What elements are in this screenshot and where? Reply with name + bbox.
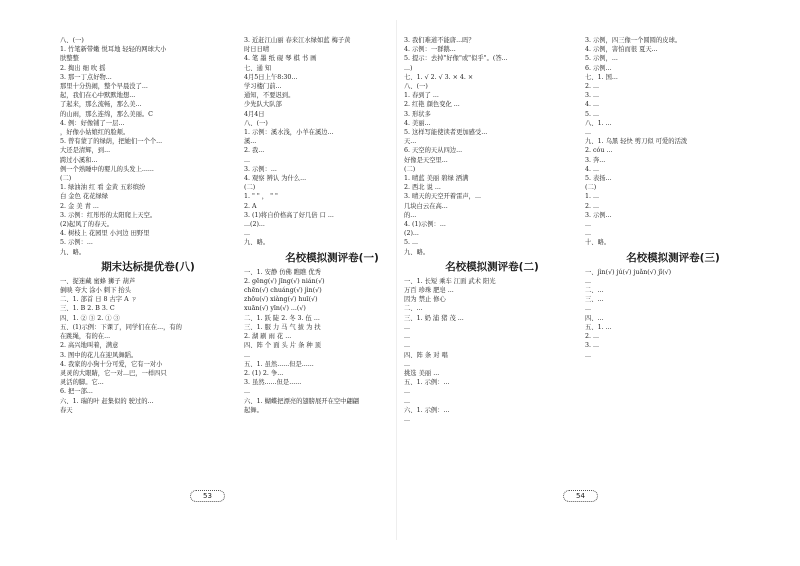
answer-line: 4. 美丽... <box>404 119 431 127</box>
answer-line: 4. (1)示例：... <box>404 221 446 229</box>
answer-line: 4. 示例：一群鹅... <box>404 46 456 54</box>
answer-line: 5. 提示：去掉"好像"或"似乎"。(答... <box>404 55 508 63</box>
answer-line: 1. ... <box>585 193 600 201</box>
answer-line: 5. 示例：... <box>60 239 93 247</box>
answer-line: 6. 把一部... <box>60 388 93 396</box>
answer-line: 八、1. ... <box>585 119 612 127</box>
answer-line: 一、1. 长短 乘车 江面 武术 阳光 <box>404 277 496 285</box>
answer-line: 6. 天空的天从四边... <box>404 147 463 155</box>
answer-line: 1. 晴蓝 美丽 碧绿 洒满 <box>404 175 469 183</box>
answer-line: ... <box>585 351 592 359</box>
answer-line: 九、1. 乌黑 轻快 剪刀似 可爱的活泼 <box>585 138 688 146</box>
answer-line: 3. (1)将自价格高了好几倍 口 ... <box>244 211 334 219</box>
answer-line: 一、jìn(√) jú(√) juǎn(√) jǐ(√) <box>585 268 672 276</box>
answer-line: 一、捉迷藏 蜜蜂 狮子 葫芦 <box>60 277 136 285</box>
answer-line: ... <box>404 360 411 368</box>
answer-line: 二、... <box>404 305 423 313</box>
answer-line: ...) <box>404 64 413 72</box>
answer-line: 四、阵 条 对 唱 <box>404 351 448 359</box>
answer-line: 五、1. 示例：... <box>404 379 450 387</box>
answer-block <box>60 36 236 257</box>
answer-line: 时日日晴 <box>244 46 270 54</box>
answer-line: 3. 晴天的天空开着雷声，... <box>404 193 481 201</box>
section-heading: 名校模拟测评卷(一) <box>285 251 379 264</box>
answer-line: ... <box>404 388 411 396</box>
answer-line: 2. 金 美 青 ... <box>60 202 99 210</box>
answer-line: 溪... <box>244 138 257 146</box>
answer-line: 三、1. 服 力 马 气 拔 为 扶 <box>244 323 321 331</box>
answer-line: 例一个熟睡中的婴儿的头发上...... <box>60 165 154 173</box>
answer-line: 3. 示例：... <box>244 165 277 173</box>
answer-line: 3. 示例... <box>585 211 612 219</box>
answer-line: 4月5日上午8:30... <box>244 73 298 81</box>
answer-line: 4月4日 <box>244 110 265 118</box>
answer-line: ... <box>585 230 592 238</box>
answer-line: 1. 示例：溪水浅，小羊在溪边... <box>244 129 334 137</box>
answer-line: 三、1. 奶 浦 猪 茂 ... <box>404 314 464 322</box>
section-heading: 名校模拟测评卷(三) <box>626 251 720 264</box>
answer-line: 白 金色 花花绿绿 <box>60 193 109 201</box>
answer-line: 2. ... <box>585 333 600 341</box>
answer-line: chēn(√) chuáng(√) jìn(√) <box>244 287 322 295</box>
answer-line: (二) <box>60 175 72 183</box>
answer-line: 3. ... <box>585 92 600 100</box>
answer-column-4 <box>585 36 761 360</box>
answer-block <box>585 36 761 248</box>
answer-line: (2)起风了的春天。 <box>60 221 113 229</box>
answer-line: ... <box>404 333 411 341</box>
answer-line: 5. 曾有蒙了的绿荫，把她们一个个... <box>60 138 163 146</box>
answer-line: 一、1. 安静 仿佛 瞧瞧 优秀 <box>244 268 321 276</box>
answer-line: 在跳绳，有的在... <box>60 333 111 341</box>
answer-line: 3. 我们难道不能唐...吗？ <box>404 37 475 44</box>
answer-line: 5. ... <box>585 110 600 118</box>
answer-line: 挑选 美丽 ... <box>404 369 440 377</box>
answer-line: 万百 珍珠 肥皂 ... <box>404 287 454 295</box>
answer-line: 因为 禁止 修心 <box>404 296 446 304</box>
answer-block <box>585 268 761 360</box>
answer-line: 5. 表扬... <box>585 175 612 183</box>
answer-line: 七、1. 国... <box>585 73 618 81</box>
answer-line: ... <box>404 397 411 405</box>
answer-line: 少先队大队部 <box>244 101 282 109</box>
answer-block <box>404 36 580 257</box>
answer-line: 1. 竹笔新带嫩 悦耳地 轻轻的网球大小 <box>60 46 167 54</box>
answer-line: ，好像小姑娘红的脸颊。 <box>60 129 130 137</box>
answer-line: 3. 近赶江山丽 春来江水绿如蓝 梅子黄 <box>244 37 351 44</box>
answer-line: 6. 示例... <box>585 64 612 72</box>
answer-line: 3. ... <box>585 342 600 350</box>
answer-line: 4. 观察 辨认 为什么... <box>244 175 307 183</box>
answer-line: 2. 西北 说 ... <box>404 184 441 192</box>
answer-line: 大还是清辉，到... <box>60 147 111 155</box>
answer-line: 九、略。 <box>244 239 270 247</box>
answer-line: 四、1. ② ③ 2. ① ③ <box>60 314 120 322</box>
answer-line: 十、略。 <box>585 239 611 247</box>
answer-line: 五、(1)示例：下课了，同学们在在...，有的 <box>60 323 182 331</box>
answer-line: 六、1. 瑞的叶 赶集似的 驶过的... <box>60 397 154 405</box>
answer-line: 起，我们在心中默默地想... <box>60 92 136 100</box>
answer-line: 1. " " ， " " <box>244 193 278 201</box>
answer-line: 七、1. √ 2. √ 3. × 4. × <box>404 73 474 81</box>
answer-line: 五、1. ... <box>585 323 612 331</box>
answer-line: 4. ... <box>585 101 600 109</box>
answer-line: 跨过小溪和... <box>60 156 98 164</box>
answer-column-1 <box>60 36 236 415</box>
section-heading: 名校模拟测评卷(二) <box>445 260 539 273</box>
section-heading: 期末达标提优卷(八) <box>101 260 195 273</box>
answer-line: 2. A <box>244 202 257 210</box>
answer-line: 1. 春到了 ... <box>404 92 439 100</box>
answer-line: 五、1. 虽然......但是...... <box>244 360 314 368</box>
answer-line: 2. 高兴地叫着，满意 <box>60 342 119 350</box>
page-number: 54 <box>563 490 598 502</box>
answer-line: 2. ... <box>585 202 600 210</box>
answer-block <box>244 268 420 415</box>
answer-line: 灵活的脚。它... <box>60 379 104 387</box>
answer-line: 5. 示例，... <box>585 55 618 63</box>
answer-line: zhōu(√) xiàng(√) huī(√) <box>244 296 318 304</box>
answer-line: ... <box>585 305 592 313</box>
answer-block <box>404 277 580 424</box>
answer-line: 4. ... <box>585 165 600 173</box>
answer-line: 4. 树枝上 花园里 小河边 田野里 <box>60 230 150 238</box>
answer-line: 通知，不要迟到。 <box>244 92 295 100</box>
answer-line: 六、1. 蝴蝶把漂亮的翅膀展开在空中翩翩 <box>244 397 360 405</box>
answer-line: 学习楼门前... <box>244 83 282 91</box>
answer-line: 3. 图中的花儿在迎风舞蹈。 <box>60 351 138 359</box>
answer-line: 2. cóu ... <box>585 147 613 155</box>
answer-line: 肤整整 <box>60 55 79 63</box>
answer-line: 九、略。 <box>60 248 86 256</box>
answer-line: 1. 绿油油 红 看 金黄 五彩缤纷 <box>60 184 146 192</box>
answer-line: ... <box>244 156 251 164</box>
answer-line: 3. 示例：红彤彤的太阳爬上天空。 <box>60 211 157 219</box>
answer-line: 那里十分热闹，整个早晨没了... <box>60 83 148 91</box>
answer-line: ... <box>404 323 411 331</box>
answer-line: 四、... <box>585 314 604 322</box>
answer-line: 春天 <box>60 406 73 414</box>
answer-line: 的山雨，那么连绵，那么美丽。C <box>60 110 153 118</box>
answer-line: ... <box>585 221 592 229</box>
answer-line: 3. 奔... <box>585 156 606 164</box>
answer-line: 几块白云在高... <box>404 202 448 210</box>
answer-line: ...(2)... <box>244 221 265 229</box>
answer-line: 四、阵 个 面 头 片 条 种 顶 <box>244 342 321 350</box>
answer-line: 六、1. 示例：... <box>404 406 450 414</box>
answer-line: 2. 掏出 细 吹 摇 <box>60 64 106 72</box>
answer-line: 3. 示例，四三像一个圆圆的皮球。 <box>585 37 682 44</box>
answer-line: (2)... <box>404 230 419 238</box>
answer-block <box>60 277 236 415</box>
answer-line: 二、... <box>585 287 604 295</box>
answer-line: 三、1. B 2. B 3. C <box>60 305 115 313</box>
answer-line: 八、(一) <box>60 37 84 44</box>
answer-line: 三、... <box>585 296 604 304</box>
answer-line: 二、1. 跃 陡 2. 冬 3. 伍 ... <box>244 314 320 322</box>
answer-line: 天... <box>404 138 417 146</box>
answer-line: 倒映 夸大 涂小 刺下 抬头 <box>60 287 131 295</box>
answer-line: (二) <box>404 165 416 173</box>
answer-line: 4. 示例，害怕而很 夏天... <box>585 46 658 54</box>
answer-block <box>244 36 420 248</box>
answer-line: xuān(√) yīn(√) ...(√) <box>244 305 306 313</box>
answer-line: ... <box>244 351 251 359</box>
answer-line: 灵灵的大眼睛，它一对...巴，一样四只 <box>60 369 167 377</box>
answer-line: 3. 形状多 <box>404 110 431 118</box>
answer-line: 2. (1) 2. 争... <box>244 369 284 377</box>
answer-line: 二、1. 部首 日 8 古字 A ㄗ <box>60 296 137 304</box>
answer-line: 2. 红艳 颜色变化 ... <box>404 101 460 109</box>
answer-line: 起舞。 <box>244 406 263 414</box>
page-number: 53 <box>190 490 225 502</box>
answer-line: (二) <box>585 184 597 192</box>
answer-line: 4. 例：好像铺了一层... <box>60 119 125 127</box>
answer-line: 4. 笔 墨 纸 砚 琴 棋 书 画 <box>244 55 317 63</box>
answer-line: 2. gēng(√) jīng(√) nián(√) <box>244 277 325 285</box>
answer-line: 九、略。 <box>404 248 430 256</box>
answer-line: 八、(一) <box>244 119 268 127</box>
answer-line: 3. 虽然......但是...... <box>244 379 302 387</box>
answer-line: ... <box>244 230 251 238</box>
answer-line: ... <box>404 415 411 423</box>
answer-line: ... <box>244 388 251 396</box>
answer-line: 了起来，那么流畅，那么美... <box>60 101 142 109</box>
answer-line: 七、通 知 <box>244 64 272 72</box>
answer-line: 的... <box>404 211 417 219</box>
answer-line: (二) <box>244 184 256 192</box>
answer-line: 3. 那一丁点好物... <box>60 73 112 81</box>
answer-line: ... <box>404 342 411 350</box>
answer-line: 2. 我... <box>244 147 265 155</box>
answer-column-3 <box>404 36 580 424</box>
answer-line: 4. 我家的小狗十分可爱，它有一对小 <box>60 360 163 368</box>
answer-line: ... <box>585 277 592 285</box>
answer-line: 5. 这样写能使读者更加感受... <box>404 129 488 137</box>
answer-line: 好像是天空里... <box>404 156 448 164</box>
answer-line: 2. 湖 刷 雨 花 ... <box>244 333 292 341</box>
answer-column-2 <box>244 36 420 415</box>
answer-line: 八、(一) <box>404 83 428 91</box>
answer-line: 2. ... <box>585 83 600 91</box>
answer-line: ... <box>585 129 592 137</box>
answer-line: 5. ... <box>404 239 419 247</box>
